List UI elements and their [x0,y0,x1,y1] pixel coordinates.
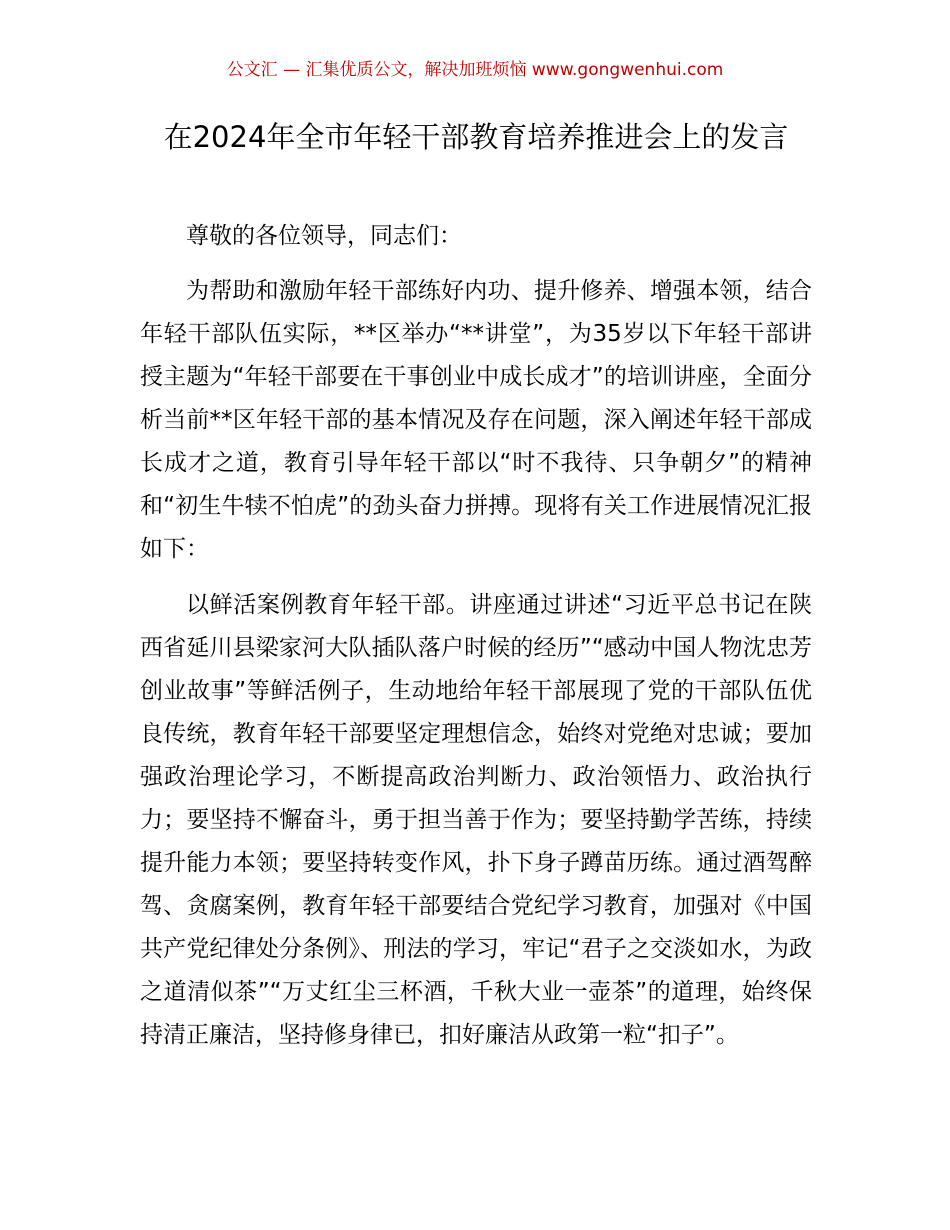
greeting: 尊敬的各位领导，同志们： [186,223,462,249]
document-body [140,216,812,1070]
document-title: 在2024年全市年轻干部教育培养推进会上的发言 [163,120,789,154]
paragraph-case-education: 以鲜活案例教育年轻干部。讲座通过讲述“习近平总书记在陕西省延川县梁家河大队插队落户时候的经历”“感动中国人物沈忠芳创业故事”等鲜活例子，生动地给年轻干部展现了党的干部队伍优良传统，教育年轻干部要坚定理想信念，始终对党绝对忠诚；要加强政治理论学习，不断提高政治判断力、政治领悟力、政治执行力；要坚持不懈奋斗，勇于担当善于作为；要坚持勤学苦练，持续提升能力本领；要坚持转变作风，扑下身子蹲苗历练。通过酒驾醉驾、贪腐案例，教育年轻干部要结合党纪学习教育，加强对《中国共产党纪律处分条例》、刑法的学习，牢记“君子之交淡如水，为政之道清似茶”“万丈红尘三杯酒，千秋大业一壶茶”的道理，始终保持清正廉洁，坚持修身律已，扣好廉洁从政第一粒“扣子”。 [140,592,812,1048]
site-header-banner: 公文汇 — 汇集优质公文，解决加班烦恼 www.gongwenhui.com [226,60,724,80]
paragraph-intro: 为帮助和激励年轻干部练好内功、提升修养、增强本领，结合年轻干部队伍实际，**区举办“**讲堂”，为35岁以下年轻干部讲授主题为“年轻干部要在干事创业中成长成才”的培训讲座，全面分析当前**区年轻干部的基本情况及存在问题，深入阐述年轻干部成长成才之道，教育引导年轻干部以“时不我待、只争朝夕”的精神和“初生牛犊不怕虎”的劲头奋力拼搏。现将有关工作进展情况汇报如下： [140,278,812,562]
